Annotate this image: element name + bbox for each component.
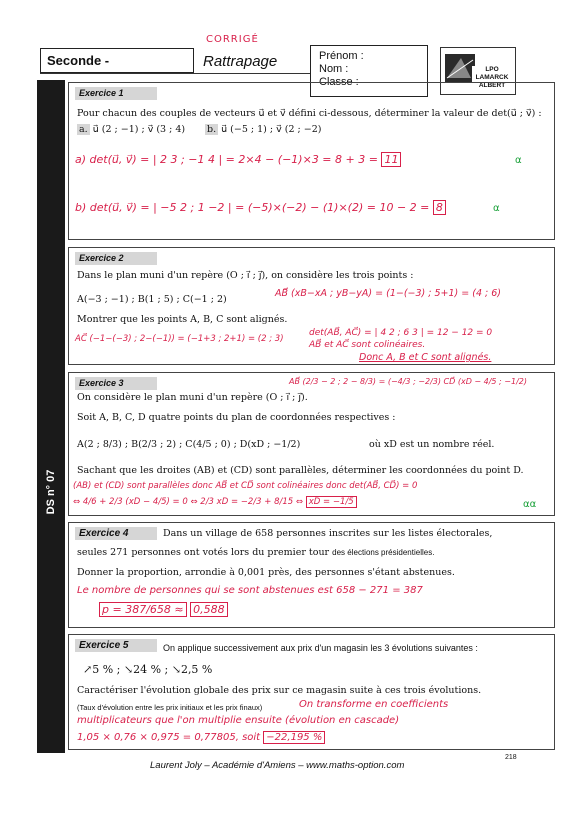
exercise-4-line2a: seules 271 personnes ont votés lors du premier tour	[77, 547, 330, 558]
exercise-4-line3: Donner la proportion, arrondie à 0,001 près, des personnes s'étant abstenues.	[77, 567, 455, 578]
header-rule	[40, 73, 310, 74]
exercise-1-title: Exercice 1	[75, 87, 157, 100]
answer-xd: xD = −1/5	[306, 496, 357, 508]
exercise-5-title: Exercice 5	[75, 639, 157, 652]
mark-b: α	[493, 203, 500, 214]
item-a-label: a.	[79, 124, 88, 135]
exercise-5-evolutions: ↗5 % ; ↘24 % ; ↘2,5 %	[83, 663, 213, 676]
exercise-3-real: où xD est un nombre réel.	[369, 439, 495, 450]
class-label: Seconde -	[47, 53, 110, 68]
answer-proportion	[99, 603, 228, 616]
footer-credit: Laurent Joly – Académie d'Amiens – www.maths-option.com	[150, 760, 405, 771]
answer-b-text: b) det(u⃗, v⃗) = | −5 2 ; 1 −2 | = (−5)×(−2) − (1)×(2) = 10 − 2 =	[75, 201, 430, 214]
exercise-3-title: Exercice 3	[75, 377, 157, 390]
ds-number: DS n° 07	[45, 469, 57, 515]
answer-equation-text: ⇔ 4/6 + 2/3 (xD − 4/5) = 0 ⇔ 2/3 xD = −2/3 + 8/15 ⇔	[73, 497, 304, 507]
answer-ex5-line2: multiplicateurs que l'on multiplie ensuite (évolution en cascade)	[77, 715, 400, 726]
answer-equation	[73, 497, 357, 507]
classe-label: Classe :	[319, 76, 359, 88]
exercise-1-a	[77, 124, 185, 135]
answer-p-formula: p = 387/658 ≈	[99, 602, 187, 617]
exercise-2	[68, 247, 555, 365]
prenom-label: Prénom :	[319, 50, 364, 62]
answer-det: det(AB⃗, AC⃗) = | 4 2 ; 6 3 | = 12 − 12 = 0	[309, 328, 493, 338]
exercise-3	[68, 372, 555, 516]
exercise-4-line1: Dans un village de 658 personnes inscrites sur les listes électorales,	[163, 528, 493, 539]
exercise-2-title: Exercice 2	[75, 252, 157, 265]
item-a-vectors: u⃗ (2 ; −1) ; v⃗ (3 ; 4)	[92, 124, 186, 135]
answer-ex5-line3	[77, 732, 325, 743]
mark-ex3: αα	[523, 499, 537, 510]
item-b-label: b.	[207, 124, 217, 135]
exercise-4-line2b: des élections présidentielles.	[332, 548, 435, 557]
answer-ac: AC⃗ (−1−(−3) ; 2−(−1)) = (−1+3 ; 2+1) = (2 ; 3)	[75, 334, 284, 344]
answer-vectors: AB⃗ (2/3 − 2 ; 2 − 8/3) = (−4/3 ; −2/3) CD⃗ (xD − 4/5 ; −1/2)	[289, 377, 527, 386]
item-b-vectors: u⃗ (−5 ; 1) ; v⃗ (2 ; −2)	[221, 124, 322, 135]
exercise-2-points: A(−3 ; −1) ; B(1 ; 5) ; C(−1 ; 2)	[77, 294, 227, 305]
exercise-3-line3: Sachant que les droites (AB) et (CD) sont parallèles, déterminer les coordonnées du point D.	[77, 465, 524, 476]
exercise-5	[68, 634, 555, 750]
exercise-4	[68, 522, 555, 628]
exercise-2-line1: Dans le plan muni d'un repère (O ; i⃗ ; j⃗), on considère les trois points :	[77, 270, 414, 281]
answer-ex5-result: −22,195 %	[263, 731, 325, 744]
school-name-line2: ALBERT	[478, 82, 506, 89]
exercise-3-line1: On considère le plan muni d'un repère (O ; i⃗ ; j⃗).	[77, 392, 308, 403]
side-band	[37, 80, 65, 753]
exercise-4-line2	[77, 547, 434, 558]
exercise-5-note: (Taux d'évolution entre les prix initiaux et les prix finaux)	[77, 703, 263, 712]
exercise-3-points: A(2 ; 8/3) ; B(2/3 ; 2) ; C(4/5 ; 0) ; D(xD ; −1/2)	[77, 439, 301, 450]
exercise-5-line2: Caractériser l'évolution globale des prix sur ce magasin suite à ces trois évolutions.	[77, 685, 482, 696]
page-title: Rattrapage	[203, 53, 278, 70]
nom-label: Nom :	[319, 63, 349, 75]
exercise-2-line2: Montrer que les points A, B, C sont alignés.	[77, 314, 288, 325]
mark-a: α	[515, 155, 522, 166]
answer-ex5-calc: 1,05 × 0,76 × 0,975 = 0,77805, soit	[77, 732, 261, 743]
page-number: 218	[505, 754, 517, 761]
answer-parallel: (AB) et (CD) sont parallèles donc AB⃗ et CD⃗ sont colinéaires donc det(AB⃗, CD⃗) = 0	[73, 481, 418, 491]
exercise-1-b	[205, 124, 321, 135]
answer-conclusion: Donc A, B et C sont alignés.	[359, 352, 492, 363]
answer-b	[75, 201, 446, 214]
answer-a	[75, 153, 401, 166]
answer-ex5-line1: On transforme en coefficients	[299, 699, 449, 710]
exercise-1-question: Pour chacun des couples de vecteurs u⃗ et v⃗ défini ci-dessous, déterminer la valeur de det(u⃗ ; v⃗) :	[77, 108, 542, 119]
exercise-5-line1: On applique successivement aux prix d'un magasin les 3 évolutions suivantes :	[163, 643, 478, 653]
answer-abstention: Le nombre de personnes qui se sont abstenues est 658 − 271 = 387	[77, 585, 423, 596]
answer-b-result: 8	[433, 200, 446, 215]
corrige-annotation: CORRIGÉ	[206, 34, 259, 45]
answer-a-result: 11	[381, 152, 401, 167]
exercise-1	[68, 82, 555, 240]
exercise-3-line2: Soit A, B, C, D quatre points du plan de coordonnées respectives :	[77, 412, 396, 423]
answer-p-result: 0,588	[190, 602, 228, 617]
school-name-line1: LPO LAMARCK	[475, 66, 509, 81]
answer-ab: AB⃗ (xB−xA ; yB−yA) = (1−(−3) ; 5+1) = (4 ; 6)	[275, 288, 501, 299]
class-box	[40, 48, 194, 73]
exercise-4-title: Exercice 4	[75, 527, 157, 540]
answer-a-text: a) det(u⃗, v⃗) = | 2 3 ; −1 4 | = 2×4 − (−1)×3 = 8 + 3 =	[75, 153, 378, 166]
answer-colinear: AB⃗ et AC⃗ sont colinéaires.	[309, 340, 426, 350]
